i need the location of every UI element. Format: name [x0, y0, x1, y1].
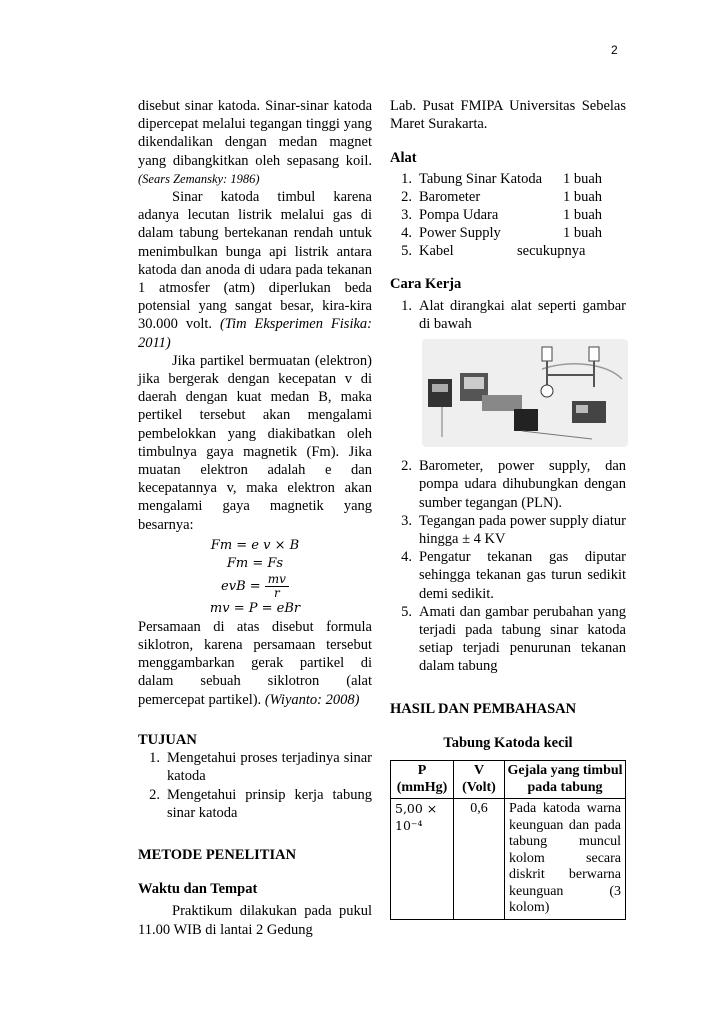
equation-1: Fm = e v × B	[210, 537, 300, 553]
list-text: Mengetahui proses terjadinya sinar katoda	[167, 750, 372, 785]
paragraph-lecutan	[138, 188, 372, 352]
list-item	[390, 206, 626, 224]
paragraph-text: Persamaan di atas disebut formula siklotron, karena persamaan tersebut menggambarkan gerak partikel di dalam sebuah siklotron (alat pemercepat partikel).	[138, 618, 372, 708]
alat-name: Kabel	[419, 243, 454, 260]
heading-waktu: Waktu dan Tempat	[138, 881, 258, 898]
alat-name: Barometer	[419, 188, 481, 205]
paragraph-partikel: Jika partikel bermuatan (elektron) jika bergerak dengan kecepatan v di daerah dengan kuat medan B, maka pertikel tersebut akan mengalami pembelokkan yang diakibatkan oleh timbulnya gaya magnetik (Fm). Jika muatan elektron adalah e dan kecepatannya v, maka elektron akan mengalami gaya magnetik yang besarnya:	[138, 352, 372, 533]
column-header-gejala: Gejala yang timbul pada tabung	[505, 761, 626, 799]
list-text: Mengetahui prinsip kerja tabung sinar katoda	[167, 786, 372, 821]
alat-name: Pompa Udara	[419, 207, 499, 224]
heading-alat: Alat	[390, 150, 417, 167]
list-number: 2.	[149, 786, 160, 803]
paragraph-text: Sinar katoda timbul karena adanya lecutan listrik melalui gas di dalam tabung bertekanan rendah untuk menimbulkan bunga api listrik antara katoda dan anoda di udara pada tekanan 1 atmosfer (atm) diperlukan beda potensial yang sangat besar, kira-kira 30.000 volt.	[138, 189, 372, 333]
list-number: 2.	[401, 188, 412, 205]
fraction	[265, 573, 289, 600]
list-item	[390, 224, 626, 242]
list-item	[138, 786, 372, 822]
alat-qty: secukupnya	[517, 243, 586, 260]
list-item	[390, 603, 626, 676]
list-number: 1.	[401, 297, 412, 314]
alat-name: Power Supply	[419, 225, 501, 242]
list-item	[390, 188, 626, 206]
fraction-denominator: r	[274, 585, 280, 600]
results-table	[390, 760, 626, 920]
cell-gejala: Pada katoda warna keunguan dan pada tabung muncul kolom secara diskrit berwarna keunguan (3 kolom)	[505, 799, 626, 920]
heading-cara-kerja: Cara Kerja	[390, 275, 462, 292]
list-number: 1.	[401, 170, 412, 187]
alat-qty: 1 buah	[563, 225, 603, 242]
citation: (Sears Zemansky: 1986)	[138, 171, 260, 186]
list-item	[390, 242, 626, 260]
equation-4: mv = P = eBr	[209, 600, 301, 616]
citation: (Wiyanto: 2008)	[264, 691, 360, 708]
equation-2: Fm = Fs	[226, 555, 284, 571]
paragraph-sinar-katoda	[138, 97, 372, 188]
fraction-numerator: mv	[265, 573, 289, 587]
alat-qty: 1 buah	[563, 188, 603, 205]
apparatus-photo	[422, 339, 628, 447]
cell-v: 0,6	[454, 799, 505, 920]
apparatus-illustration	[422, 339, 628, 447]
alat-qty: 1 buah	[563, 207, 603, 224]
paragraph-siklotron	[138, 618, 372, 709]
paragraph-text: disebut sinar katoda. Sinar-sinar katoda dipercepat melalui tegangan tinggi yang dikendalikan dengan medan magnet yang dibangkitkan oleh sepasang koil.	[138, 98, 372, 169]
list-number: 4.	[401, 225, 412, 242]
list-text: Tegangan pada power supply diatur hingga ± 4 KV	[419, 512, 626, 548]
list-text: Pengatur tekanan gas diputar sehingga tekanan gas turun sedikit demi sedikit.	[419, 549, 626, 602]
right-column	[390, 97, 626, 920]
cara-list	[390, 297, 626, 676]
list-item	[390, 170, 626, 188]
list-item	[390, 457, 626, 512]
list-number: 5.	[401, 603, 412, 620]
list-item	[390, 297, 626, 333]
list-text: Barometer, power supply, dan pompa udara dihubungkan dengan sumber tegangan (PLN).	[419, 458, 626, 511]
alat-qty: 1 buah	[563, 170, 603, 187]
left-column	[138, 97, 372, 939]
table-header-row	[391, 761, 626, 799]
equation-lhs: evB =	[221, 578, 261, 594]
heading-tujuan: TUJUAN	[138, 731, 197, 748]
heading-hasil: HASIL DAN PEMBAHASAN	[390, 700, 577, 717]
table-row	[391, 799, 626, 920]
list-item	[138, 749, 372, 785]
list-number: 5.	[401, 243, 412, 260]
list-number: 3.	[401, 512, 412, 529]
list-text: Amati dan gambar perubahan yang terjadi pada tabung sinar katoda setiap terjadi penurunan tekanan dalam tabung	[419, 603, 626, 675]
list-number: 1.	[149, 750, 160, 767]
heading-metode: METODE PENELITIAN	[138, 846, 297, 863]
paragraph-waktu: Praktikum dilakukan pada pukul 11.00 WIB di lantai 2 Gedung	[138, 903, 372, 938]
list-text: Alat dirangkai alat seperti gambar di bawah	[419, 297, 626, 333]
alat-list	[390, 170, 626, 261]
paragraph-lokasi: Lab. Pusat FMIPA Universitas Sebelas Maret Surakarta.	[390, 98, 626, 133]
tujuan-list	[138, 749, 372, 822]
table-caption: Tabung Katoda kecil	[443, 734, 573, 751]
list-number: 2.	[401, 458, 412, 475]
list-number: 3.	[401, 207, 412, 224]
page-number: 2	[611, 43, 618, 57]
citation: (Tim Eksperimen Fisika: 2011)	[138, 316, 372, 351]
cell-p: 5,00 × 10⁻⁴	[391, 799, 454, 920]
column-header-v: V (Volt)	[454, 761, 505, 799]
list-number: 4.	[401, 549, 412, 566]
list-item	[390, 512, 626, 548]
column-header-p: P (mmHg)	[391, 761, 454, 799]
equation-3	[138, 573, 372, 600]
list-item	[390, 548, 626, 603]
alat-name: Tabung Sinar Katoda	[419, 170, 543, 187]
